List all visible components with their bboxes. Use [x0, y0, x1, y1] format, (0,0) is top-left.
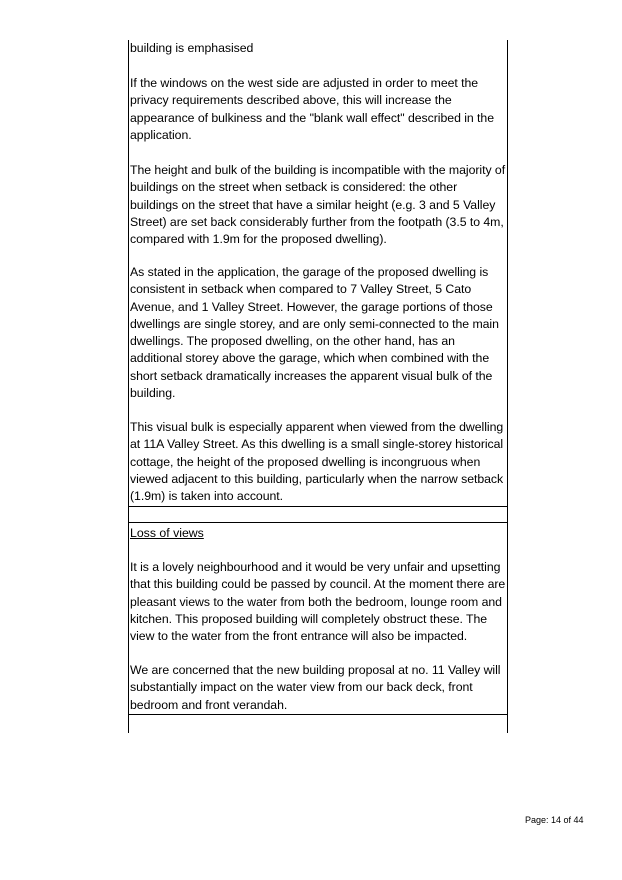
text-line: building is emphasised — [130, 41, 254, 55]
text-line: that this building could be passed by council. At the moment there are — [130, 577, 506, 592]
section-heading-loss-of-views: Loss of views — [130, 526, 204, 540]
text-line: compared with 1.9m for the proposed dwelling). — [130, 232, 387, 247]
text-line: at 11A Valley Street. As this dwelling is a small single-storey historical — [130, 437, 504, 452]
text-line: pleasant views to the water from both the bedroom, lounge room and — [130, 594, 502, 609]
text-line: building. — [130, 386, 176, 401]
text-line: We are concerned that the new building proposal at no. 11 Valley will — [130, 663, 501, 677]
text-line: This visual bulk is especially apparent when viewed from the dwelling — [130, 420, 504, 434]
paragraph-west-windows — [130, 75, 507, 144]
text-line: The height and bulk of the building is incompatible with the majority of — [130, 163, 506, 177]
text-line: appearance of bulkiness and the "blank wall effect" described in the — [130, 110, 495, 125]
paragraph-height-bulk — [130, 162, 507, 248]
row-divider — [129, 522, 507, 523]
text-line: privacy requirements described above, this will increase the — [130, 93, 452, 108]
text-line: buildings on the street when setback is considered: the other — [130, 180, 458, 195]
text-line: viewed adjacent to this building, particularly when the narrow setback — [130, 471, 504, 486]
text-line: If the windows on the west side are adjusted in order to meet the — [130, 76, 479, 90]
paragraph-water-view-concern — [130, 662, 507, 714]
text-line: application. — [130, 127, 192, 142]
text-line: As stated in the application, the garage of the proposed dwelling is — [130, 265, 489, 279]
row-divider — [129, 506, 507, 507]
text-line: kitchen. This proposed building will completely obstruct these. The — [130, 611, 488, 626]
paragraph-lovely-neighbourhood — [130, 559, 507, 645]
text-line: cottage, the height of the proposed dwelling is incongruous when — [130, 454, 481, 469]
text-line: (1.9m) is taken into account. — [130, 489, 284, 504]
text-line: dwellings are single storey, and are only semi-connected to the main — [130, 316, 499, 331]
text-line: bedroom and front verandah. — [130, 697, 288, 712]
page-number: Page: 14 of 44 — [525, 815, 584, 825]
text-line: dwellings. The proposed dwelling, on the other hand, has an — [130, 334, 455, 349]
text-line: consistent in setback when compared to 7 Valley Street, 5 Cato — [130, 282, 472, 297]
paragraph-building-emphasised — [130, 40, 507, 57]
paragraph-garage-setback — [130, 264, 507, 402]
text-line: Avenue, and 1 Valley Street. However, the garage portions of those — [130, 299, 493, 314]
text-line: short setback dramatically increases the apparent visual bulk of the — [130, 368, 493, 383]
text-line: view to the water from the front entrance will also be impacted. — [130, 629, 468, 644]
text-line: It is a lovely neighbourhood and it would be very unfair and upsetting — [130, 560, 501, 574]
text-line: buildings on the street that have a similar height (e.g. 3 and 5 Valley — [130, 197, 496, 212]
row-divider — [129, 714, 507, 715]
paragraph-visual-bulk — [130, 419, 507, 505]
text-line: Street) are set back considerably further from the footpath (3.5 to 4m, — [130, 214, 504, 229]
submission-table — [128, 40, 508, 733]
text-line: additional storey above the garage, which when combined with the — [130, 351, 490, 366]
text-line: substantially impact on the water view from our back deck, front — [130, 680, 473, 695]
